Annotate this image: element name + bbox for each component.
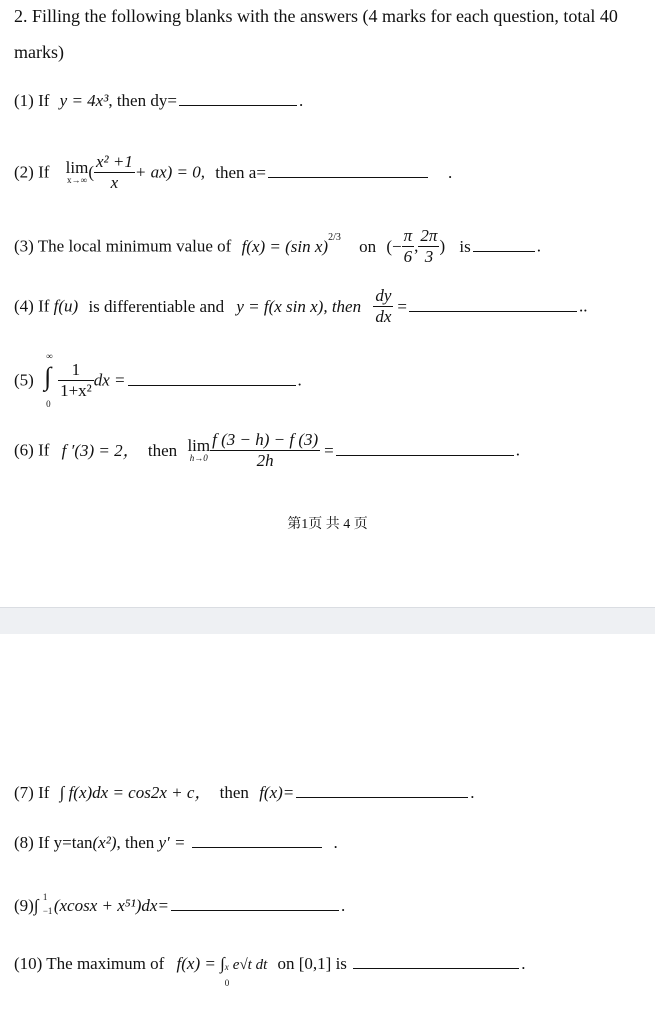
q5-dx: dx =	[93, 370, 126, 390]
q2-denominator: x	[110, 172, 119, 192]
question-3	[14, 226, 541, 266]
q2-number: (2) If	[14, 162, 50, 182]
q4-numerator: dy	[375, 286, 392, 305]
q6-equals: =	[324, 440, 334, 460]
q8-then: , then	[116, 833, 155, 852]
q4-number: (4) If	[14, 296, 50, 316]
q10-on: on [0,1] is	[277, 954, 347, 973]
q10-answer-blank[interactable]	[353, 967, 519, 969]
q3-d1: 6	[403, 246, 413, 266]
q6-fraction	[210, 430, 320, 470]
q4-denominator: dx	[375, 306, 392, 326]
q6-limit	[187, 437, 210, 463]
q3-interval-close: )	[439, 236, 446, 256]
question-6	[14, 430, 520, 470]
q7-end: .	[470, 783, 475, 802]
q5-upper: ∞	[46, 351, 53, 362]
q1-number: (1) If	[14, 91, 50, 110]
question-2: (2) If lim x→∞ ( $\frac{\text{x² +1}}{x}$ + ax) = 0, then a= .	[14, 152, 453, 192]
q4-expression: y = f(x sin x), then	[236, 296, 362, 316]
question-header-line1: 2. Filling the following blanks with the answers (4 marks for each question, total 40	[14, 6, 618, 26]
q10-expression: f(x) = ∫	[176, 954, 225, 973]
q5-numerator: 1	[58, 360, 94, 381]
q10-upper: x	[224, 962, 229, 972]
q7-expression: ∫ f(x)dx = cos2x + c，	[59, 783, 212, 802]
q6-lim: lim	[187, 436, 211, 456]
q1-then: , then dy=	[108, 91, 177, 110]
q5-integral	[44, 351, 58, 410]
q9-integral-sign: ∫	[33, 896, 39, 915]
q6-then: then	[147, 440, 178, 460]
q2-end: .	[447, 162, 453, 182]
question-5	[14, 351, 302, 410]
question-10	[14, 954, 526, 988]
q5-integral-sign: ∫	[44, 362, 52, 392]
q3-answer-blank[interactable]	[473, 250, 535, 252]
q6-expression: f ′(3) = 2，	[61, 440, 140, 460]
q5-denominator: 1+x²	[60, 380, 92, 400]
q6-denominator: 2h	[256, 450, 274, 470]
q1-end: .	[298, 91, 304, 110]
q6-number: (6) If	[14, 440, 50, 460]
q1-answer-blank[interactable]	[179, 104, 297, 106]
q2-answer-blank[interactable]	[268, 176, 428, 178]
q10-number: (10) The maximum of	[14, 954, 165, 973]
q3-is: is	[459, 236, 471, 256]
q2-then: then a=	[215, 162, 266, 182]
q3-n1: π	[403, 226, 413, 245]
q2-lim-subscript: x→∞	[67, 175, 87, 186]
q4-derivative	[373, 286, 393, 326]
q8-arg: (x²)	[92, 833, 117, 852]
q4-end: ..	[579, 296, 588, 316]
q3-number: (3) The local minimum value of	[14, 236, 232, 256]
q2-fraction	[94, 152, 135, 192]
question-4	[14, 286, 588, 326]
q9-upper: 1	[42, 892, 48, 902]
q9-answer-blank[interactable]	[171, 909, 339, 911]
q10-integrand: e√t dt	[232, 957, 268, 973]
q9-expression: (xcosx + x⁵¹)dx=	[53, 896, 169, 915]
q3-frac1	[402, 226, 415, 266]
q3-on: on	[359, 236, 377, 256]
q6-end: .	[515, 440, 520, 460]
q2-rest: + ax) = 0,	[134, 162, 206, 182]
q10-end: .	[521, 954, 526, 973]
q7-fx: f(x)=	[259, 783, 295, 802]
q5-end: .	[297, 370, 302, 390]
q3-n2: 2π	[420, 226, 438, 245]
q3-frac2	[418, 226, 439, 266]
q3-comma: ,	[414, 236, 419, 256]
q6-numerator: f (3 − h) − f (3)	[212, 430, 319, 449]
q7-answer-blank[interactable]	[296, 796, 468, 798]
q1-expression: y = 4x³	[59, 91, 109, 110]
page-separator	[0, 607, 655, 634]
q6-answer-blank[interactable]	[336, 454, 514, 456]
q8-yprime: y′ =	[158, 833, 186, 852]
q3-exponent: 2/3	[328, 232, 341, 244]
question-header-line2: marks)	[14, 42, 64, 62]
q2-lim: lim	[65, 158, 89, 178]
q3-d2: 3	[424, 246, 434, 266]
page-footer: 第1页 共 4 页	[287, 517, 368, 532]
q7-then: then	[219, 783, 249, 802]
q9-number: (9)	[14, 896, 34, 915]
q4-fu: f(u)	[53, 296, 79, 316]
question-9	[14, 892, 346, 916]
q4-answer-blank[interactable]	[409, 310, 577, 312]
q9-integral	[33, 892, 54, 916]
q2-limit	[66, 159, 89, 185]
q3-end: .	[536, 236, 541, 256]
q6-lim-subscript: h→0	[189, 453, 208, 464]
q7-number: (7) If	[14, 783, 50, 802]
q4-mid: is differentiable and	[88, 296, 225, 316]
q10-lower: 0	[224, 978, 230, 988]
q3-function: f(x) = (sin x)	[241, 236, 329, 256]
question-7	[14, 784, 475, 801]
question-8	[14, 834, 338, 851]
q5-fraction	[58, 360, 94, 400]
question-1	[14, 92, 303, 109]
q8-number: (8) If y=tan	[14, 833, 93, 852]
q3-interval-open: (−	[386, 236, 402, 256]
q8-answer-blank[interactable]	[192, 846, 322, 848]
q4-equals: =	[397, 296, 407, 316]
q2-numerator: x² +1	[96, 152, 133, 171]
q5-number: (5)	[14, 370, 34, 390]
q5-lower: 0	[46, 399, 51, 410]
q8-end: .	[333, 833, 338, 852]
q9-end: .	[340, 896, 346, 915]
q9-lower: −1	[42, 906, 53, 916]
q5-answer-blank[interactable]	[128, 384, 296, 386]
